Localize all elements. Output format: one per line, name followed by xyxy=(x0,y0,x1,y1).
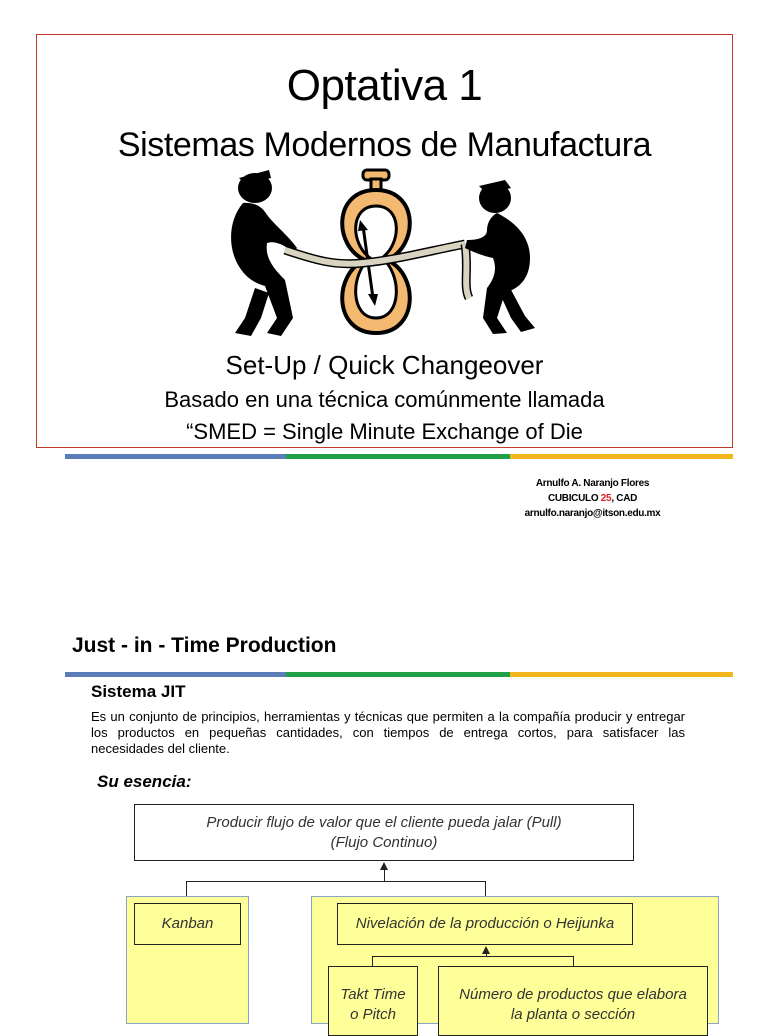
esencia-label: Su esencia: xyxy=(97,772,192,791)
diagram-top-box xyxy=(134,804,634,861)
takt-line2: o Pitch xyxy=(350,1006,396,1023)
tug-of-war-stopwatch-illustration xyxy=(225,168,545,343)
right-person-icon xyxy=(465,180,535,334)
slide2-title: Just - in - Time Production xyxy=(72,634,337,657)
takt-line1: Takt Time xyxy=(340,986,406,1003)
diagram-top-line2: (Flujo Continuo) xyxy=(330,834,438,851)
section-heading: Sistema JIT xyxy=(91,682,186,701)
numero-line2: la planta o sección xyxy=(510,1006,636,1023)
author-name: Arnulfo A. Naranjo Flores xyxy=(535,478,650,489)
diagram-top-line1: Producir flujo de valor que el cliente pueda jalar (Pull) xyxy=(206,814,562,831)
numero-productos-box xyxy=(438,966,708,1036)
connector-line xyxy=(186,881,486,882)
connector-line xyxy=(573,956,574,966)
cubiculo-number: 25 xyxy=(600,493,612,504)
stopwatch-icon xyxy=(342,170,410,333)
divider-bar-yellow-2 xyxy=(510,672,733,677)
connector-line xyxy=(186,881,187,897)
connector-line xyxy=(372,956,373,966)
divider-bar-green-2 xyxy=(286,672,510,677)
nivelacion-box: Nivelación de la producción o Heijunka xyxy=(337,903,633,945)
connector-line xyxy=(485,881,486,897)
divider-bar-green xyxy=(286,454,510,459)
connector-line xyxy=(372,956,573,957)
author-block xyxy=(500,476,685,521)
kanban-box: Kanban xyxy=(134,903,241,945)
basado-line: Basado en una técnica comúnmente llamada xyxy=(164,387,605,412)
divider-bar-blue-2 xyxy=(65,672,286,677)
author-email: arnulfo.naranjo@itson.edu.mx xyxy=(524,508,661,519)
divider-bar-blue xyxy=(65,454,286,459)
smed-line: “SMED = Single Minute Exchange of Die xyxy=(186,419,583,444)
setup-line: Set-Up / Quick Changeover xyxy=(225,350,544,380)
section-paragraph: Es un conjunto de principios, herramientas y técnicas que permiten a la compañía producir y entregar los productos en pequeñas cantidades, con tiempos de entrega cortos, para satisfacer las necesidades del cliente. xyxy=(91,709,685,756)
author-cubiculo: CUBICULO 25, CAD xyxy=(547,493,638,504)
slide-subtitle: Sistemas Modernos de Manufactura xyxy=(117,126,652,164)
slide-title: Optativa 1 xyxy=(286,61,483,110)
takt-time-box xyxy=(328,966,418,1036)
divider-bar-yellow xyxy=(510,454,733,459)
connector-line xyxy=(384,868,385,882)
connector-line xyxy=(486,952,487,957)
numero-line1: Número de productos que elabora xyxy=(459,986,687,1003)
